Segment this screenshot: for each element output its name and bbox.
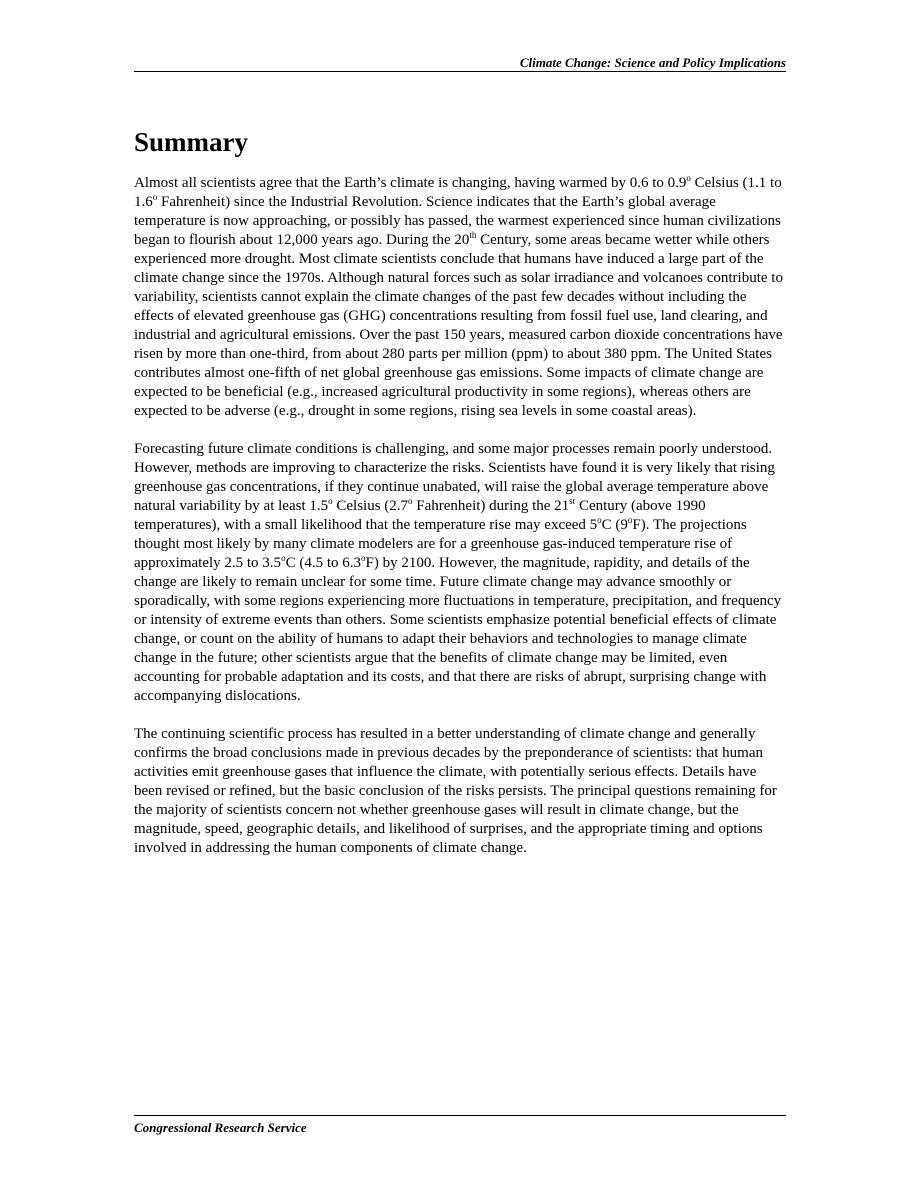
running-header: Climate Change: Science and Policy Implications	[519, 55, 786, 70]
paragraph-3: The continuing scientific process has resulted in a better understanding of climate change and generally confirms the broad conclusions made in previous decades by the preponderance of scientists: that human activities emit greenhouse gases that influence the climate, with potentially serious effects. Details have been revised or refined, but the basic conclusion of the risks persists. The principal questions remaining for the majority of scientists concern not whether greenhouse gases will result in climate change, but the magnitude, speed, geographic details, and likelihood of surprises, and the appropriate timing and options involved in addressing the human components of climate change.	[134, 726, 777, 856]
paragraph-2: Forecasting future climate conditions is challenging, and some major processes remain poorly understood. However, methods are improving to characterize the risks. Scientists have found it is very likely that rising greenhouse gas concentrations, if they continue unabated, will raise the global average temperature above natural variability by at least 1.5$^o$ Celsius (2.7$^o$ Fahrenheit) during the 21st Century (above 1990 temperatures), with a small likelihood that the temperature rise may exceed 5$^o$C (9$^o$F). The projections thought most likely by many climate modelers are for a greenhouse gas-induced temperature rise of approximately 2.5 to 3.5$^o$C (4.5 to 6.3$^o$F) by 2100. However, the magnitude, rapidity, and details of the change are likely to remain unclear for some time. Future climate change may advance smoothly or sporadically, with some regions experiencing more fluctuations in temperature, precipitation, and frequency or intensity of extreme events than others. Some scientists emphasize potential beneficial effects of climate change, or count on the ability of humans to adapt their behaviors and technologies to manage climate change in the future; other scientists argue that the benefits of climate change may be limited, even accounting for probable adaptation and its costs, and that there are risks of abrupt, surprising change with accompanying dislocations.	[134, 441, 782, 704]
footer-organization: Congressional Research Service	[134, 1120, 307, 1135]
footer-rule	[134, 1115, 786, 1116]
page-title: Summary	[134, 127, 248, 157]
paragraph-1: Almost all scientists agree that the Earth’s climate is changing, having warmed by 0.6 to 0.9$^o$ Celsius (1.1 to 1.6$^o$ Fahrenheit) since the Industrial Revolution. Science indicates that the Earth’s global average temperature is now approaching, or possibly has passed, the warmest experienced since human civilizations began to flourish about 12,000 years ago. During the 20th Century, some areas became wetter while others experienced more drought. Most climate scientists conclude that humans have induced a large part of the climate change since the 1970s. Although natural forces such as solar irradiance and volcanoes contribute to variability, scientists cannot explain the climate changes of the past few decades without including the effects of elevated greenhouse gas (GHG) concentrations resulting from fossil fuel use, land clearing, and industrial and agricultural emissions. Over the past 150 years, measured carbon dioxide concentrations have risen by more than one-third, from about 280 parts per million (ppm) to about 380 ppm. The United States contributes almost one-fifth of net global greenhouse gas emissions. Some impacts of climate change are expected to be beneficial (e.g., increased agricultural productivity in some regions), whereas others are expected to be adverse (e.g., drought in some regions, rising sea levels in some coastal areas).	[134, 173, 783, 419]
header-rule	[134, 71, 786, 72]
summary-body	[134, 174, 786, 877]
